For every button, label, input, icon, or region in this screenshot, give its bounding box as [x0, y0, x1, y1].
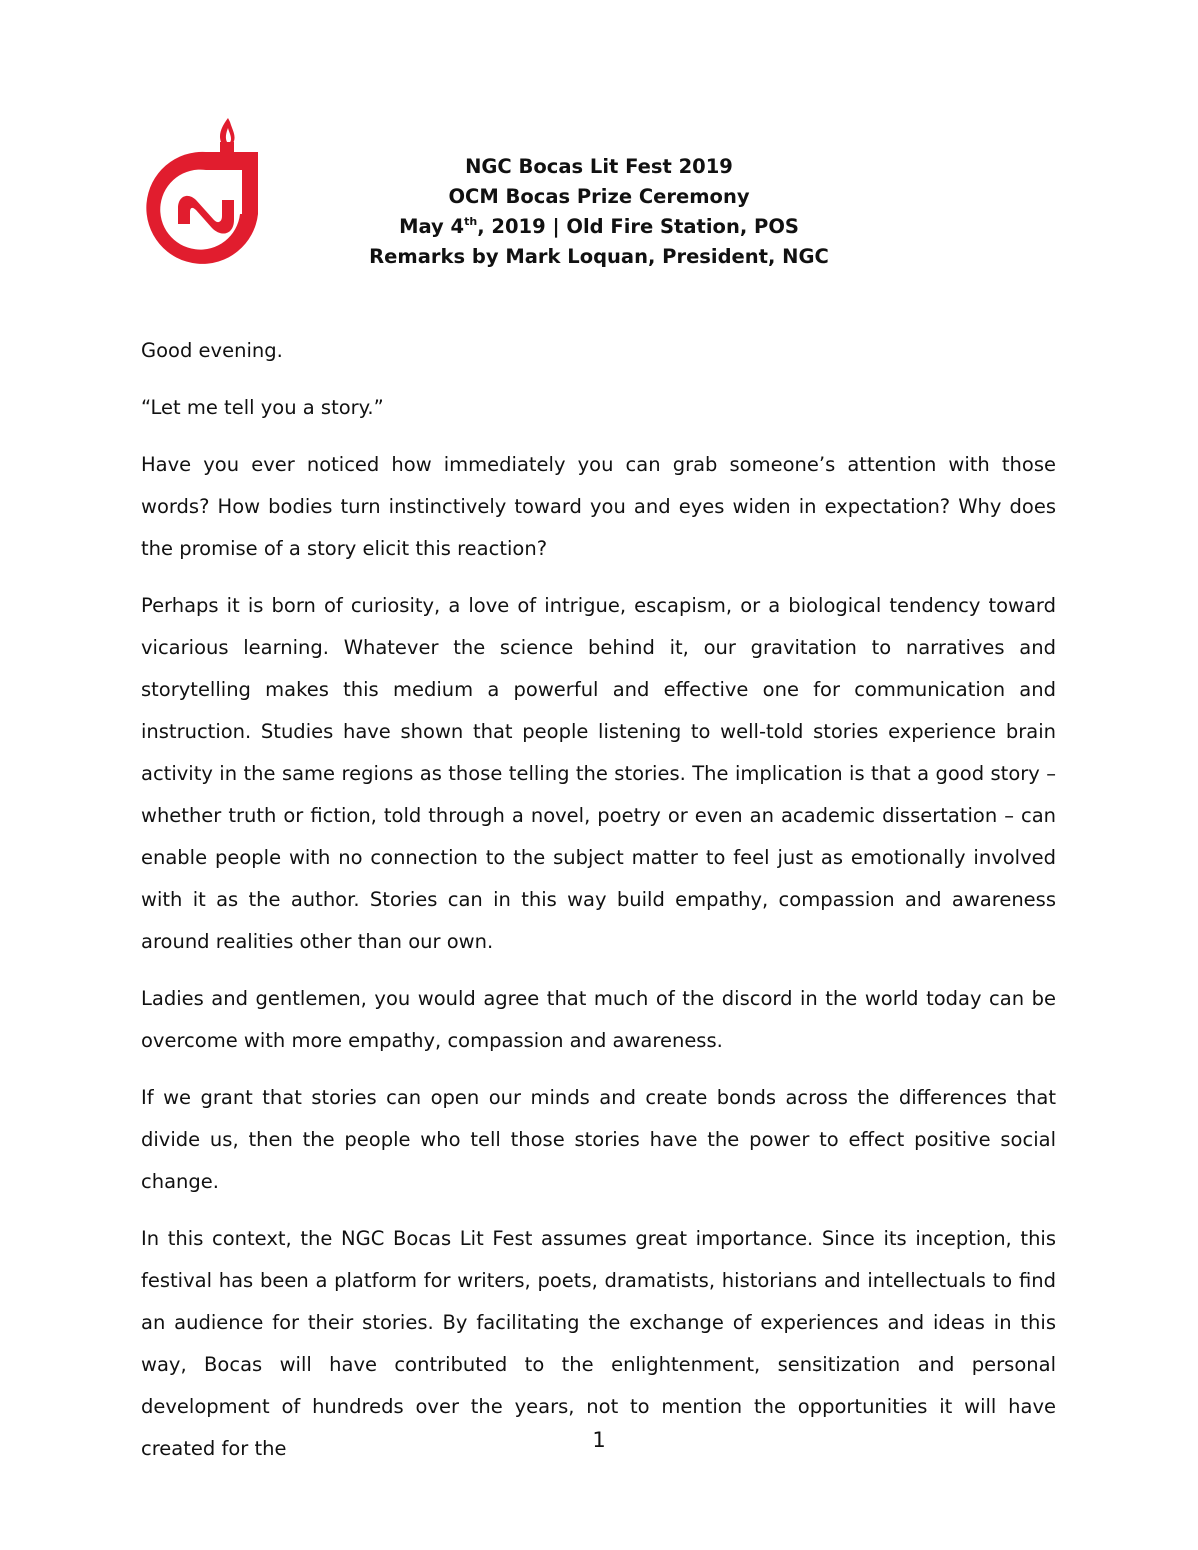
speech-body [141, 330, 1056, 1485]
header-date-ordinal: th [464, 214, 478, 228]
header-date-location [300, 212, 898, 242]
header-date-prefix: May 4 [399, 215, 465, 238]
ngc-logo [144, 112, 264, 272]
paragraph-greeting: Good evening. [141, 339, 283, 362]
paragraph-curiosity: Perhaps it is born of curiosity, a love of intrigue, escapism, or a biological tendency toward vicarious learning. Whatever the science behind it, our gravitation to narratives and storytelling makes this medium a powerful and effective one for communication and instruction. Studies have shown that people listening to well-told stories experience brain activity in the same regions as those telling the stories. The implication is that a good story – whether truth or fiction, told through a novel, poetry or even an academic dissertation – can enable people with no connection to the subject matter to feel just as emotionally involved with it as the author. Stories can in this way build empathy, compassion and awareness around realities other than our own. [141, 594, 1056, 953]
paragraph-attention: Have you ever noticed how immediately you can grab someone’s attention with those words? How bodies turn instinctively toward you and eyes widen in expectation? Why does the promise of a story elicit this reaction? [141, 453, 1056, 560]
header-event-title: NGC Bocas Lit Fest 2019 [465, 155, 733, 178]
paragraph-bocas-context: In this context, the NGC Bocas Lit Fest assumes great importance. Since its inception, this festival has been a platform for writers, poets, dramatists, historians and intellectuals to find an audience for their stories. By facilitating the exchange of experiences and ideas in this way, Bocas will have contributed to the enlightenment, sensitization and personal development of hundreds over the years, not to mention the opportunities it will have created for the [141, 1227, 1056, 1460]
header-ceremony-title: OCM Bocas Prize Ceremony [448, 185, 750, 208]
page-number: 1 [592, 1428, 606, 1452]
paragraph-quote: “Let me tell you a story.” [141, 396, 384, 419]
header-date-suffix: , 2019 | Old Fire Station, POS [477, 215, 799, 238]
paragraph-social-change: If we grant that stories can open our minds and create bonds across the differences that divide us, then the people who tell those stories have the power to effect positive social change. [141, 1086, 1056, 1193]
document-header [300, 152, 898, 272]
header-speaker: Remarks by Mark Loquan, President, NGC [369, 245, 829, 268]
ngc-logo-icon [144, 112, 264, 272]
paragraph-discord: Ladies and gentlemen, you would agree that much of the discord in the world today can be overcome with more empathy, compassion and awareness. [141, 987, 1056, 1052]
